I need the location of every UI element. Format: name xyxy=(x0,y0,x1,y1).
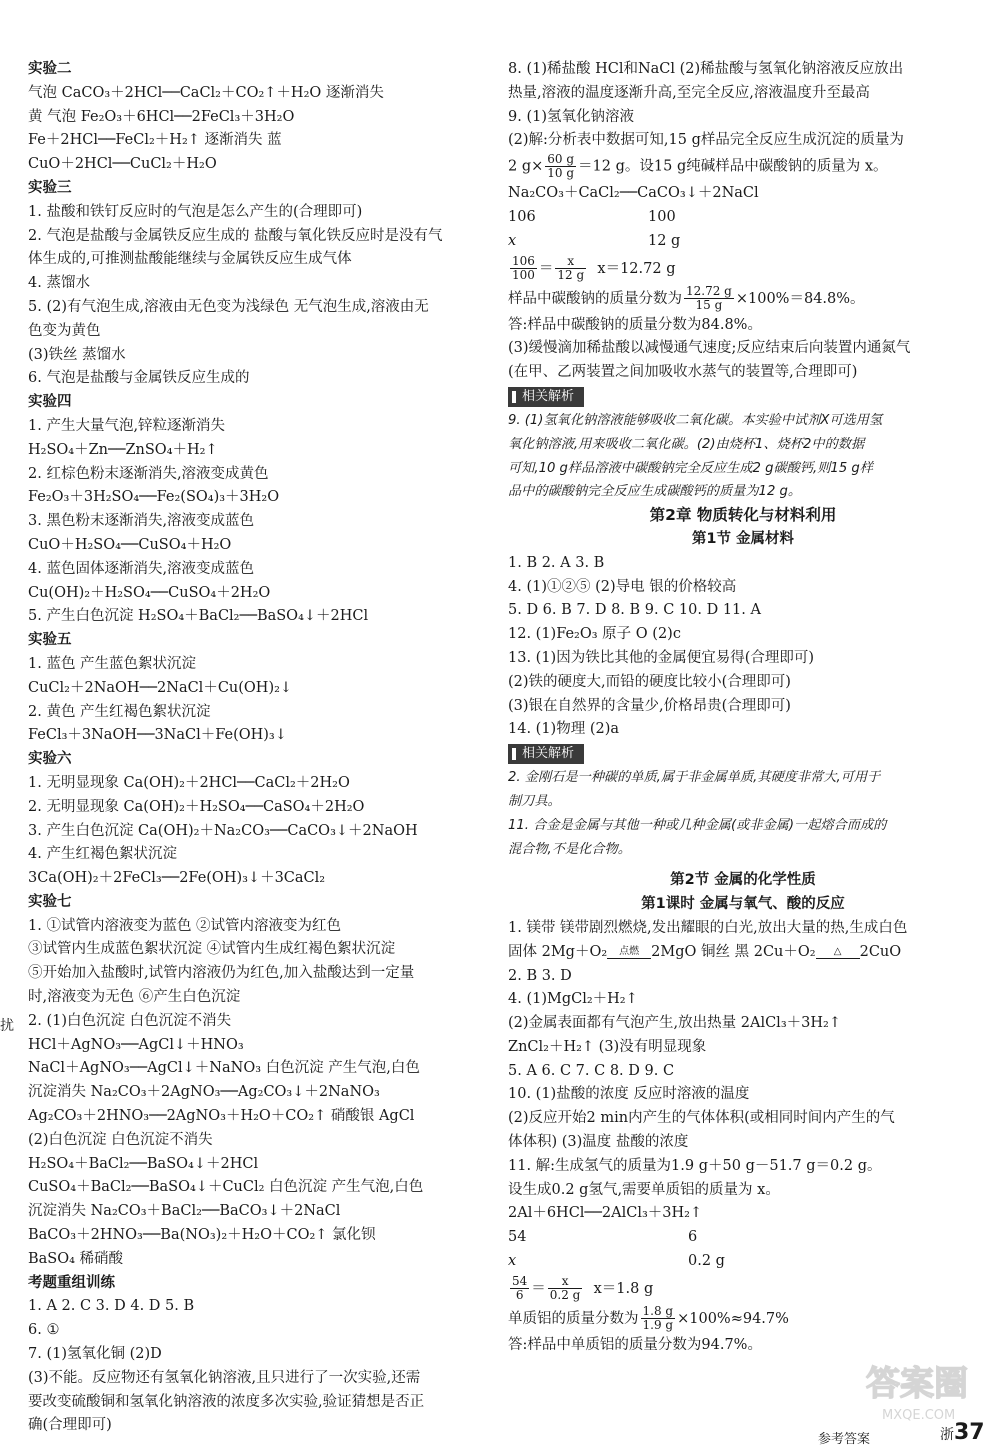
ratio-cell: x xyxy=(508,232,517,249)
answer-line: CuO＋2HCl──CuCl₂＋H₂O xyxy=(28,156,217,173)
watermark-logo xyxy=(862,1355,994,1425)
ratio-cell: 6 xyxy=(688,1229,698,1246)
answer-line: 1. 蓝色 产生蓝色絮状沉淀 xyxy=(28,655,197,672)
q11-percentage xyxy=(508,1304,978,1334)
q9-ratio-row xyxy=(508,230,978,254)
answer-line: 热量,溶液的温度逐渐升高,至完全反应,溶液温度升至最高 xyxy=(508,84,870,101)
prop-den: 0.2 g xyxy=(549,1288,581,1303)
answer-line: Ag₂CO₃＋2HNO₃──2AgNO₃＋H₂O＋CO₂↑ 硝酸银 AgCl xyxy=(28,1108,415,1125)
page-number-value: 37 xyxy=(954,1420,985,1445)
answer-line: 5. (2)有气泡生成,溶液由无色变为浅绿色 无气泡生成,溶液由无 xyxy=(28,298,429,315)
answer-line: (2)白色沉淀 白色沉淀不消失 xyxy=(28,1131,213,1148)
section-heading: 实验六 xyxy=(28,751,72,768)
answer-line: 9. (1)氢氧化钠溶液 xyxy=(508,108,634,125)
answer-line: ⑤开始加入盐酸时,试管内溶液仍为红色,加入盐酸达到一定量 xyxy=(28,965,415,982)
answer-line: 6. 气泡是盐酸与金属铁反应生成的 xyxy=(28,370,250,387)
answer-line: ZnCl₂＋H₂↑ (3)没有明显现象 xyxy=(508,1038,707,1055)
q11-ratio-row xyxy=(508,1250,978,1274)
section-heading: 实验四 xyxy=(28,394,72,411)
answer-line: 1. 无明显现象 Ca(OH)₂＋2HCl──CaCl₂＋2H₂O xyxy=(28,774,350,791)
answer-line: 沉淀消失 Na₂CO₃＋BaCl₂──BaCO₃↓＋2NaCl xyxy=(28,1203,341,1220)
prop-fraction xyxy=(510,1275,529,1302)
prop-num: 54 xyxy=(512,1274,528,1289)
reaction-condition xyxy=(816,947,860,965)
prop-fraction xyxy=(555,255,586,282)
svg-text:MXQE.COM: MXQE.COM xyxy=(882,1408,956,1423)
pct-tail: ×100%＝84.8%。 xyxy=(735,290,865,307)
pct-lead: 样品中碳酸钠的质量分数为 xyxy=(508,290,682,307)
answer-line: 2. B 3. D xyxy=(508,967,572,984)
answer-line: 8. (1)稀盐酸 HCl和NaCl (2)稀盐酸与氢氧化钠溶液反应放出 xyxy=(508,61,904,77)
answer-line: 1. A 2. C 3. D 4. D 5. B xyxy=(28,1298,195,1315)
page-prefix: 浙 xyxy=(940,1427,954,1443)
answer-line: CuO＋H₂SO₄──CuSO₄＋H₂O xyxy=(28,536,232,553)
q11-ratio-row xyxy=(508,1226,978,1250)
answer-line: 可知,10 g样品溶液中碳酸钠完全反应生成2 g碳酸钙,则15 g样 xyxy=(508,460,873,476)
answer-line: HCl＋AgNO₃──AgCl↓＋HNO₃ xyxy=(28,1036,244,1053)
answer-line: 2. (1)白色沉淀 白色沉淀不消失 xyxy=(28,1012,232,1029)
analysis-tag: 相关解析 xyxy=(508,387,584,407)
answer-line: 混合物,不是化合物。 xyxy=(508,841,631,857)
section-title: 第2节 金属的化学性质 xyxy=(670,872,816,889)
answer-line: 13. (1)因为铁比其他的金属便宜易得(合理即可) xyxy=(508,649,815,666)
answer-line: CuCl₂＋2NaOH──2NaCl＋Cu(OH)₂↓ xyxy=(28,679,293,696)
pct-num: 1.8 g xyxy=(642,1304,674,1319)
answer-line: Fe＋2HCl──FeCl₂＋H₂↑ 逐渐消失 蓝 xyxy=(28,132,282,149)
svg-text:答案圈: 答案圈 xyxy=(866,1364,968,1404)
answer-line: H₂SO₄＋Zn──ZnSO₄＋H₂↑ xyxy=(28,441,218,458)
pct-lead: 单质铝的质量分数为 xyxy=(508,1310,639,1327)
answer-line: 2. 无明显现象 Ca(OH)₂＋H₂SO₄──CaSO₄＋2H₂O xyxy=(28,798,365,815)
left-column xyxy=(28,58,498,1438)
answer-line: 确(合理即可) xyxy=(28,1417,112,1434)
prop-den: 12 g xyxy=(557,268,585,283)
answer-line: 品中的碳酸钠完全反应生成碳酸钙的质量为12 g。 xyxy=(508,484,802,500)
section-heading: 考题重组训练 xyxy=(28,1274,115,1291)
answer-line: 10. (1)盐酸的浓度 反应时溶液的温度 xyxy=(508,1086,750,1103)
answer-line: 2. 金刚石是一种碳的单质,属于非金属单质,其硬度非常大,可用于 xyxy=(508,770,881,786)
eq-part: 固体 2Mg＋O₂ xyxy=(508,943,608,960)
answer-line: 4. 产生红褐色絮状沉淀 xyxy=(28,846,177,863)
answer-line: 1. 镁带 镁带剧烈燃烧,发出耀眼的白光,放出大量的热,生成白色 xyxy=(508,919,908,936)
eq-part: 2MgO 铜丝 黑 2Cu＋O₂ xyxy=(651,943,816,960)
answer-line: 气泡 CaCO₃＋2HCl──CaCl₂＋CO₂↑＋H₂O 逐渐消失 xyxy=(28,84,384,101)
answer-line: 色变为黄色 xyxy=(28,322,101,339)
ratio-cell: x xyxy=(508,1253,517,1270)
section-heading: 实验二 xyxy=(28,61,72,77)
q9-proportion: $\frac{106}{100}$ ＝ $\frac{x}{12 g}$ x＝12.72 g xyxy=(512,254,676,283)
answer-line: 要改变硫酸铜和氢氧化钠溶液的浓度多次实验,验证猜想是否正 xyxy=(28,1393,425,1410)
pct-den: 1.9 g xyxy=(642,1318,674,1333)
answer-line: Cu(OH)₂＋H₂SO₄──CuSO₄＋2H₂O xyxy=(28,584,271,601)
right-column xyxy=(508,58,978,1358)
answer-line: 答:样品中碳酸钠的质量分数为84.8%。 xyxy=(508,316,762,333)
answer-line: ③试管内生成蓝色絮状沉淀 ④试管内生成红褐色絮状沉淀 xyxy=(28,941,396,958)
ratio-cell: 12 g xyxy=(648,232,681,249)
answer-line: 1. B 2. A 3. B xyxy=(508,554,605,571)
eq-part: 2CuO xyxy=(859,943,902,960)
calc-tail: ＝12 g。设15 g纯碱样品中碳酸钠的质量为 x。 xyxy=(578,158,888,175)
prop-fraction xyxy=(548,1275,583,1302)
prop-den: 6 xyxy=(515,1288,524,1303)
answer-line: 3. 黑色粉末逐渐消失,溶液变成蓝色 xyxy=(28,513,255,530)
answer-line: CuSO₄＋BaCl₂──BaSO₄↓＋CuCl₂ 白色沉淀 产生气泡,白色 xyxy=(28,1179,424,1196)
answer-line: BaCO₃＋2HNO₃──Ba(NO₃)₂＋H₂O＋CO₂↑ 氯化钡 xyxy=(28,1227,376,1244)
answer-line: 1. 盐酸和铁钉反应时的气泡是怎么产生的(合理即可) xyxy=(28,203,363,220)
answer-line: 设生成0.2 g氢气,需要单质铝的质量为 x。 xyxy=(508,1181,780,1198)
answer-line: 4. (1)①②⑤ (2)导电 银的价格较高 xyxy=(508,578,737,595)
prop-num: x xyxy=(548,1275,583,1289)
answer-line: H₂SO₄＋BaCl₂──BaSO₄↓＋2HCl xyxy=(28,1155,259,1172)
answer-line: NaCl＋AgNO₃──AgCl↓＋NaNO₃ 白色沉淀 产生气泡,白色 xyxy=(28,1060,420,1077)
pct-tail: ×100%≈94.7% xyxy=(677,1310,789,1327)
answer-line: 4. (1)MgCl₂＋H₂↑ xyxy=(508,991,638,1008)
prop-den: 100 xyxy=(512,268,535,283)
answer-line: BaSO₄ 稀硝酸 xyxy=(28,1250,124,1267)
pct-den: 15 g xyxy=(695,298,723,313)
section-heading: 实验五 xyxy=(28,632,72,649)
pct-num: 12.72 g xyxy=(686,284,732,299)
q11-equation: 2Al＋6HCl──2AlCl₃＋3H₂↑ xyxy=(508,1205,703,1222)
prop-num: x xyxy=(555,255,586,269)
answer-line: 6. ① xyxy=(28,1322,60,1339)
calc-num: 60 g xyxy=(547,152,575,167)
answer-line: 答:样品中单质铝的质量分数为94.7%。 xyxy=(508,1336,762,1353)
q9-calc-line xyxy=(508,153,978,180)
answer-line: 7. (1)氢氧化铜 (2)D xyxy=(28,1346,162,1363)
chapter-title: 第2章 物质转化与材料利用 xyxy=(649,506,837,525)
answer-line: (3)银在自然界的含量少,价格昂贵(合理即可) xyxy=(508,697,791,714)
footer-label: 参考答案 xyxy=(818,1432,871,1447)
pct-fraction xyxy=(684,285,734,312)
answer-line: (2)铁的硬度大,而铅的硬度比较小(合理即可) xyxy=(508,673,791,690)
prop-fraction xyxy=(510,255,537,282)
answer-line: (3)缓慢滴加稀盐酸以减慢通气速度;反应结束后向装置内通氮气 xyxy=(508,340,911,357)
ratio-cell: 54 xyxy=(508,1229,527,1246)
answer-line: 14. (1)物理 (2)a xyxy=(508,721,620,738)
q11-proportion: $\frac{54}{6}$ ＝ $\frac{x}{0.2 g}$ x＝1.8 g xyxy=(512,1274,654,1303)
answer-line xyxy=(508,941,978,965)
pct-fraction xyxy=(641,1305,676,1332)
calc-den: 10 g xyxy=(547,166,575,181)
lesson-title: 第1课时 金属与氧气、酸的反应 xyxy=(641,896,845,913)
section-heading: 实验七 xyxy=(28,893,72,910)
answer-line: 制刀具。 xyxy=(508,793,561,809)
answer-line: 5. 产生白色沉淀 H₂SO₄＋BaCl₂──BaSO₄↓＋2HCl xyxy=(28,608,369,625)
condition-label: 点燃 xyxy=(619,945,640,957)
answer-line: 3Ca(OH)₂＋2FeCl₃──2Fe(OH)₃↓＋3CaCl₂ xyxy=(28,870,326,887)
answer-line: Fe₂O₃＋3H₂SO₄──Fe₂(SO₄)₃＋3H₂O xyxy=(28,489,280,506)
answer-line: 12. (1)Fe₂O₃ 原子 O (2)c xyxy=(508,626,681,643)
q9-equation: Na₂CO₃＋CaCl₂──CaCO₃↓＋2NaCl xyxy=(508,185,759,202)
answer-line: 黄 气泡 Fe₂O₃＋6HCl──2FeCl₃＋3H₂O xyxy=(28,108,295,125)
edge-fragment: 扰 xyxy=(0,1018,14,1034)
answer-line: 氧化钠溶液,用来吸收二氧化碳。(2)由烧杯1、烧杯2中的数据 xyxy=(508,436,865,452)
calc-fraction xyxy=(545,153,576,180)
answer-line: 9. (1)氢氧化钠溶液能够吸收二氧化碳。本实验中试剂X可选用氢 xyxy=(508,412,883,428)
answer-line: 2. 气泡是盐酸与金属铁反应生成的 盐酸与氧化铁反应时是没有气 xyxy=(28,227,443,244)
q9-ratio-row xyxy=(508,206,978,230)
prop-num: 106 xyxy=(512,254,535,269)
page-number xyxy=(940,1420,985,1445)
answer-line: 时,溶液变为无色 ⑥产生白色沉淀 xyxy=(28,989,241,1006)
reaction-condition xyxy=(607,947,651,965)
answer-line: (2)解:分析表中数据可知,15 g样品完全反应生成沉淀的质量为 xyxy=(508,132,904,149)
condition-label: △ xyxy=(833,945,842,957)
answer-line: FeCl₃＋3NaOH──3NaCl＋Fe(OH)₃↓ xyxy=(28,727,287,744)
answer-line: 沉淀消失 Na₂CO₃＋2AgNO₃──Ag₂CO₃↓＋2NaNO₃ xyxy=(28,1084,380,1101)
ratio-cell: 106 xyxy=(508,208,536,225)
answer-line: (2)金属表面都有气泡产生,放出热量 2AlCl₃＋3H₂↑ xyxy=(508,1015,841,1032)
answer-line: 4. 蒸馏水 xyxy=(28,275,90,292)
answer-line: 体体积) (3)温度 盐酸的浓度 xyxy=(508,1134,689,1151)
prop-result: x＝1.8 g xyxy=(593,1280,654,1297)
answer-line: 1. 产生大量气泡,锌粒逐渐消失 xyxy=(28,417,226,434)
answer-line: (3)铁丝 蒸馏水 xyxy=(28,346,126,363)
answer-line: 11. 解:生成氢气的质量为1.9 g＋50 g－51.7 g＝0.2 g。 xyxy=(508,1157,882,1174)
answer-line: 5. A 6. C 7. C 8. D 9. C xyxy=(508,1062,675,1079)
answer-line: 2. 红棕色粉末逐渐消失,溶液变成黄色 xyxy=(28,465,269,482)
answer-line: (2)反应开始2 min内产生的气体体积(或相同时间内产生的气 xyxy=(508,1110,895,1127)
analysis-tag: 相关解析 xyxy=(508,744,584,764)
answer-line: 11. 合金是金属与其他一种或几种金属(或非金属)一起熔合而成的 xyxy=(508,817,887,833)
answer-line: (3)不能。反应物还有氢氧化钠溶液,且只进行了一次实验,还需 xyxy=(28,1369,421,1386)
prop-result: x＝12.72 g xyxy=(597,260,676,277)
answer-line: 体生成的,可推测盐酸能继续与金属铁反应生成气体 xyxy=(28,251,352,268)
ratio-cell: 100 xyxy=(648,208,676,225)
answer-line: 4. 蓝色固体逐渐消失,溶液变成蓝色 xyxy=(28,560,255,577)
calc-lead: 2 g× xyxy=(508,158,544,175)
q9-percentage xyxy=(508,284,978,314)
answer-line: 5. D 6. B 7. D 8. B 9. C 10. D 11. A xyxy=(508,602,761,619)
ratio-cell: 0.2 g xyxy=(688,1253,725,1270)
answer-line: 3. 产生白色沉淀 Ca(OH)₂＋Na₂CO₃──CaCO₃↓＋2NaOH xyxy=(28,822,418,839)
answer-line: (在甲、乙两装置之间加吸收水蒸气的装置等,合理即可) xyxy=(508,364,858,381)
section-title: 第1节 金属材料 xyxy=(691,530,795,547)
section-heading: 实验三 xyxy=(28,179,72,196)
answer-line: 1. ①试管内溶液变为蓝色 ②试管内溶液变为红色 xyxy=(28,917,342,934)
answer-line: 2. 黄色 产生红褐色絮状沉淀 xyxy=(28,703,211,720)
